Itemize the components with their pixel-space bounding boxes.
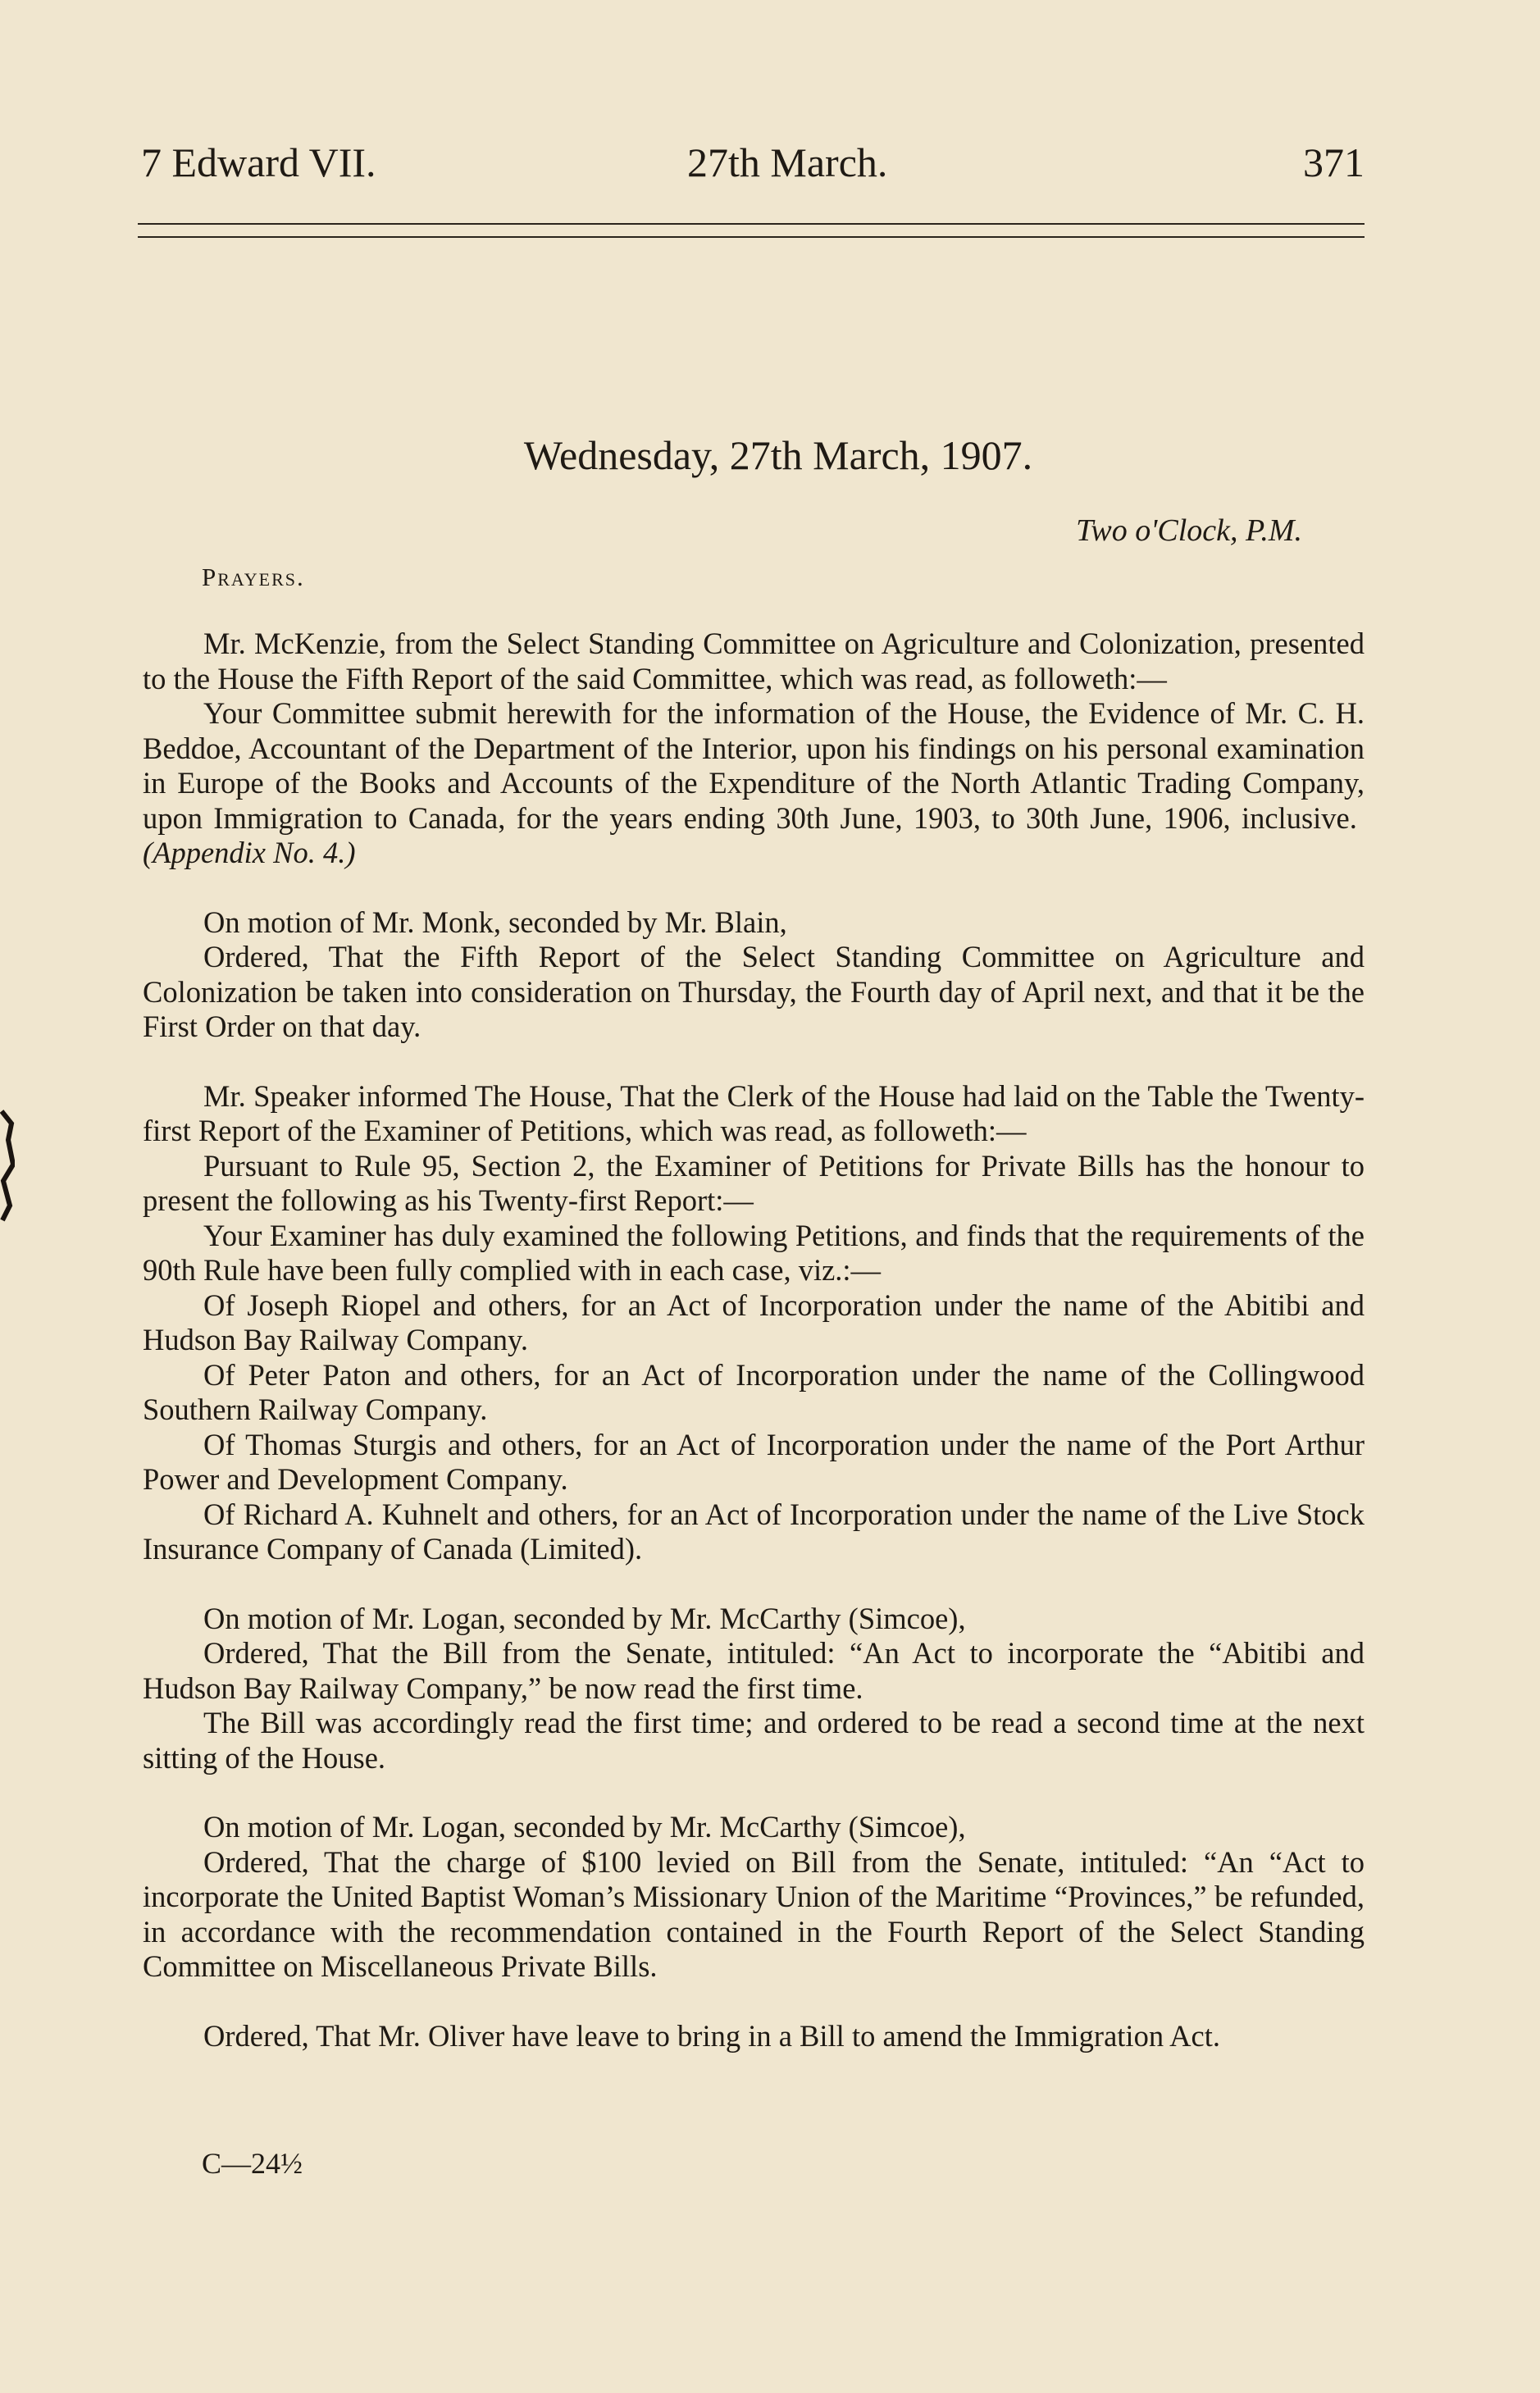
paragraph-speaker-informed: Mr. Speaker informed The House, That the Clerk of the House had laid on the Table the Twenty-first Report of the Examiner of Petitions, which was read, as followeth:— xyxy=(143,1078,1365,1147)
petition-item: Of Peter Paton and others, for an Act of Incorporation under the name of the Collingwood Southern Railway Company. xyxy=(143,1357,1365,1426)
paragraph-motion-logan: On motion of Mr. Logan, seconded by Mr. McCarthy (Simcoe), xyxy=(203,1810,966,1844)
sitting-time: Two o'Clock, P.M. xyxy=(1076,513,1302,548)
running-header xyxy=(141,138,1365,187)
paragraph-motion-monk: On motion of Mr. Monk, seconded by Mr. Blain, xyxy=(203,905,787,939)
page-number: 371 xyxy=(1303,139,1365,185)
header-date: 27th March. xyxy=(687,139,888,185)
report-text: Your Committee submit herewith for the information of the House, the Evidence of Mr. C. H. Beddoe, Accountant of the Department of the Interior, upon his findings on his personal examination in Europe of the Books and Accounts of the Expenditure of the North Atlantic Trading Company, upon Immigration to Canada, for the years ending 30th June, 1903, to 30th June, 1906, inclusive. xyxy=(143,696,1365,835)
paragraph-report-presented: Mr. McKenzie, from the Select Standing Committee on Agriculture and Colonization, presented to the House the Fifth Report of the said Committee, which was read, as followeth:— xyxy=(143,627,1365,695)
paragraph-examiner: Your Examiner has duly examined the following Petitions, and finds that the requirements of the 90th Rule have been fully complied with in each case, viz.:— xyxy=(143,1218,1365,1287)
paragraph-ordered-consideration: Ordered, That the Fifth Report of the Select Standing Committee on Agriculture and Colonization be taken into consideration on Thursday, the Fourth day of April next, and that it be the First Order on that day. xyxy=(143,940,1365,1043)
prayers-label: Prayers. xyxy=(202,563,305,591)
journal-body xyxy=(143,627,1365,2053)
petition-item: Of Joseph Riopel and others, for an Act of Incorporation under the name of the Abitibi and Hudson Bay Railway Company. xyxy=(143,1288,1365,1356)
header-double-rule xyxy=(138,223,1365,238)
paragraph-ordered-oliver: Ordered, That Mr. Oliver have leave to bring in a Bill to amend the Immigration Act. xyxy=(203,2018,1221,2053)
appendix-reference: (Appendix No. 4.) xyxy=(143,836,356,869)
sitting-date-heading: Wednesday, 27th March, 1907. xyxy=(523,432,1033,478)
paragraph-bill-first-time: The Bill was accordingly read the first time; and ordered to be read a second time at the next sitting of the House. xyxy=(143,1706,1365,1775)
petition-item: Of Thomas Sturgis and others, for an Act of Incorporation under the name of the Port Arthur Power and Development Company. xyxy=(143,1427,1365,1496)
regnal-year: 7 Edward VII. xyxy=(141,139,376,185)
petition-item: Of Richard A. Kuhnelt and others, for an Act of Incorporation under the name of the Live Stock Insurance Company of Canada (Limited). xyxy=(143,1497,1365,1566)
paragraph-rule-95: Pursuant to Rule 95, Section 2, the Examiner of Petitions for Private Bills has the honour to present the following as his Twenty-first Report:— xyxy=(143,1148,1365,1217)
paragraph-motion-logan: On motion of Mr. Logan, seconded by Mr. McCarthy (Simcoe), xyxy=(203,1601,966,1635)
binding-mark xyxy=(0,1107,15,1222)
paragraph-report-text xyxy=(143,696,1365,871)
paragraph-ordered-refund: Ordered, That the charge of $100 levied on Bill from the Senate, intituled: “An “Act to incorporate the United Baptist Woman’s Missionary Union of the Maritime “Provinces,” be refunded, in accordance with the recommendation contained in the Fourth Report of the Select Standing Committee on Miscellaneous Private Bills. xyxy=(143,1844,1365,1983)
signature-mark: C—24½ xyxy=(202,2147,303,2180)
paragraph-ordered-bill-read: Ordered, That the Bill from the Senate, intituled: “An Act to incorporate the “Abitibi and Hudson Bay Railway Company,” be now read the first time. xyxy=(143,1636,1365,1705)
